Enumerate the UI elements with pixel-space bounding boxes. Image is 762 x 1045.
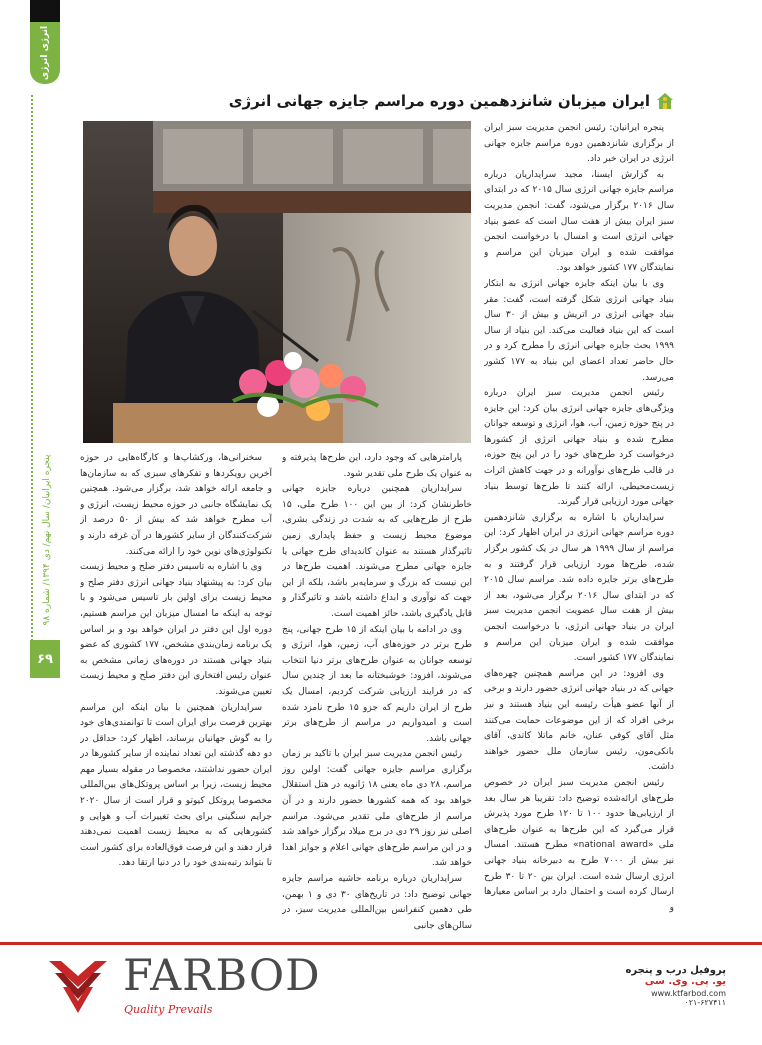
text-column-left — [80, 451, 272, 936]
paragraph: سرایداریان همچنین درباره جایزه جهانی خاطرنشان کرد: از بین این ۱۰۰ طرح ملی، ۱۵ طرح از طرح‌هایی که به شدت در زندگی بشری، موضوع محیط زیست و حفظ پایداری زمین تاثیرگذار هستند به عنوان کاندیدای طرح جهانی یا جایزه جهانی مطرح می‌شوند. اهمیت طرح‌ها در این نیست که بزرگ و سرمایه‌بر باشد، بلکه از این جهت که نوآوری و ابداع داشته باشد و تاثیرگذار و قابل یادگیری باشد، حائز اهمیت است. — [282, 484, 472, 619]
paragraph: وی با اشاره به تاسیس دفتر صلح و محیط زیست بیان کرد: به پیشنهاد بنیاد جهانی انرژی دفتر صلح و محیط زیست برای اولین بار تاسیس می‌شود و با توجه به اینکه ما امسال میزبان این مراسم هستیم، دوره اول این دفتر در ایران خواهد بود و بر اساس یک برنامه زمان‌بندی مشخص، ۱۷۷ کشوری که عضو بنیاد جهانی هستند در دوره‌های زمانی مشخص به عنوان رئیس افتخاری این دفتر صلح و محیط زیست تعیین می‌شوند. — [80, 562, 272, 697]
paragraph: وی با بیان اینکه جایزه جهانی انرژی به ابتکار بنیاد جهانی انرژی شکل گرفته است، گفت: مقر بنیاد جهانی انرژی در اتریش و بیش از ۳۰ سال است که این بنیاد فعالیت می‌کند. این بنیاد از سال ۱۹۹۹ بحث جایزه جهانی انرژی را مطرح کرد و در حال حاضر تعداد اعضای این بنیاد به ۱۷۷ کشور می‌رسد. — [484, 278, 674, 383]
ad-product-type: یو. پی. وی. سی — [644, 976, 726, 987]
paragraph: رئیس انجمن مدیریت سبز ایران درباره ویژگی‌های جایزه جهانی انرژی بیان کرد: این جایزه در پنج حوزه زمین، آب، هوا، انرژی و توسعه جوانان مطرح شده و بنیاد جهانی انرژی از کشورها درخواست کرد طرح‌های خود را در این پنج حوزه، در قالب طرح‌های نوآورانه و در جهت کاهش اثرات زیست‌محیطی، ارائه کنند تا طرح‌ها توسط بنیاد جهانی مورد ارزیابی قرار گیرند. — [484, 388, 674, 508]
paragraph: رئیس انجمن مدیریت سبز ایران با تاکید بر زمان برگزاری مراسم جایزه جهانی گفت: اولین روز مراسم، ۲۸ دی ماه یعنی ۱۸ ژانویه در هتل استقلال خواهد بود که همه کشورها حضور دارند و در آن مراسم از طرح‌های ملی تقدیر می‌شود. مراسم اصلی نیز روز ۲۹ دی در برج میلاد برگزار خواهد شد و در این مراسم طرح‌های جهانی اعلام و جوایز اهدا خواهد شد. — [282, 749, 472, 869]
section-tab — [30, 22, 60, 84]
paragraph: وی در ادامه با بیان اینکه از ۱۵ طرح جهانی، پنج طرح برتر در حوزه‌های آب، زمین، هوا، انرژی و توسعه جوانان به عنوان طرح‌های برتر دنیا انتخاب می‌شوند، افزود: خوشبختانه ما بعد از چندین سال که در فرایند ارزیابی شرکت کردیم، امسال یک طرح از ایران داریم که جزو ۱۵ طرح نامزد شده است و امیدواریم در مراسم از طرح‌های برتر جهانی باشد. — [282, 624, 472, 744]
issue-line: پنجره ایرانیان/ سال نهم/ دی ۱۳۹۴/ شماره ۹۸ — [42, 454, 52, 626]
paragraph: سرایداریان با اشاره به برگزاری شانزدهمین دوره مراسم جهانی انرژی در ایران اظهار کرد: این مراسم از سال ۱۹۹۹ هر سال در یک کشور برگزار شده، طرح‌ها مورد ارزیابی قرار گرفتند و به طرح‌های برتر جایزه داده شد. مراسم سال ۲۰۱۵ که در ابتدای سال ۲۰۱۶ برگزار می‌شود، بعد از بیش از هفت سال عضویت انجمن مدیریت سبز ایران در بنیاد جهانی انرژی، با درخواست انجمن موافقت شده و ایران میزبان این مراسم و نمایندگان ۱۷۷ کشور است. — [484, 512, 674, 664]
farbod-logo-mark — [47, 953, 109, 1019]
text-column-middle — [282, 451, 472, 936]
paragraph: سرایداریان همچنین با بیان اینکه این مراسم بهترین فرصت برای ایران است تا توانمندی‌های خود را به گوش جهانیان برساند، اظهار کرد: حداقل در دو دهه گذشته این تعداد نماینده از سایر کشورها در ایران حضور نداشتند، مخصوصا در مقوله بسیار مهم محیط زیست، زیرا بر اساس پروتکل‌های بین‌المللی مخصوصا پروتکل کیوتو و قرار است از سال ۲۰۲۰ جرایم سنگینی برای بحث تغییرات آب و هوایی و کشورهایی که به محیط زیست اهمیت نمی‌دهند قرار دهند و این فرصت فوق‌العاده برای کشور است تا بتواند رتبه‌بندی خود را در دنیا ارتقا دهد. — [80, 702, 272, 869]
paragraph: پنجره ایرانیان: رئیس انجمن مدیریت سبز ایران از برگزاری شانزدهمین دوره مراسم جایزه جهانی انرژی در ایران خبر داد. — [484, 123, 674, 165]
article-title: ایران میزبان شانزدهمین دوره مراسم جایزه جهانی انرژی — [228, 92, 650, 110]
issue-info — [30, 440, 64, 640]
paragraph: سرایداریان درباره برنامه حاشیه مراسم جایزه جهانی توضیح داد: در تاریخ‌های ۳۰ دی و ۱ بهمن، طی دهمین کنفرانس بین‌المللی مدیریت سبز، در سالن‌های جانبی — [282, 874, 472, 931]
side-top-bar — [30, 0, 60, 22]
section-label: انرژی انرژی — [40, 25, 50, 81]
paragraph: سخنرانی‌ها، ورکشاپ‌ها و کارگاه‌هایی در حوزه آخرین رویکردها و تفکرهای سبزی که به سازمان‌ها و جامعه ارائه خواهد شد، برگزار می‌شود. همچنین یک نمایشگاه جانبی در حوزه محیط زیست، انرژی و آب مطرح خواهد شد که بیش از ۵۰ درصد از شرکت‌کنندگان از سایر کشورها در آن غرفه دارند و تکنولوژی‌های نوین خود را ارائه می‌کنند. — [80, 453, 272, 557]
paragraph: وی افزود: در این مراسم همچنین چهره‌های جهانی که در بنیاد جهانی انرژی حضور دارند و برخی از آنها عضو هیأت رئیسه این بنیاد هستند و نیز برخی افراد که از این موضوعات حمایت می‌کنند مثل آقای کوفی عنان، خانم ماتلا کاتدی، آقای بانکی‌مون، رئیس سازمان ملل حضور خواهند داشت. — [484, 668, 674, 773]
green-house-icon — [656, 92, 674, 110]
brand-name: FARBOD — [123, 951, 321, 1001]
ad-website: www.ktfarbod.com — [651, 989, 726, 998]
ad-contact — [566, 965, 726, 1007]
speaker-photo — [83, 121, 471, 443]
article-header — [94, 92, 674, 110]
paragraph: رئیس انجمن مدیریت سبز ایران در خصوص طرح‌های ارائه‌شده توضیح داد: تقریبا هر سال بعد از ارزیابی‌ها حدود ۱۰۰ تا ۱۲۰ طرح مورد پذیرش قرار می‌گیرد که این طرح‌ها به عنوان طرح‌های ملی «national award» مطرح هستند. امسال نیز بیش از ۷۰۰۰ طرح به دبیرخانه بنیاد جهانی انرژی ارسال شده است. ایران بین ۲۰ تا ۳۰ طرح ارسال کرده است و احتمال دارد بر اساس معیارها و — [484, 777, 674, 913]
ad-product-line: پروفیل درب و پنجره — [625, 965, 726, 976]
ad-phone: ۰۲۱-۶۲۷۴۱۱ — [684, 998, 726, 1007]
brand-tagline: Quality Prevails — [124, 1003, 213, 1016]
paragraph: به گزارش ایسنا، مجید سرایداریان درباره مراسم جایزه جهانی انرژی سال ۲۰۱۵ که در ابتدای سال ۲۰۱۶ برگزار می‌شود، گفت: انجمن مدیریت سبز ایران بیش از هفت سال است که عضو بنیاد جهانی انرژی است و امسال با درخواست انجمن موافقت شده و ایران میزبان این مراسم و نمایندگان ۱۷۷ کشور خواهد بود. — [484, 169, 674, 274]
page-number: ۶۹ — [30, 640, 60, 678]
paragraph: پارامترهایی که وجود دارد، این طرح‌ها پذیرفته و به عنوان یک طرح ملی تقدیر شود. — [282, 453, 472, 479]
text-column-right — [484, 121, 674, 936]
